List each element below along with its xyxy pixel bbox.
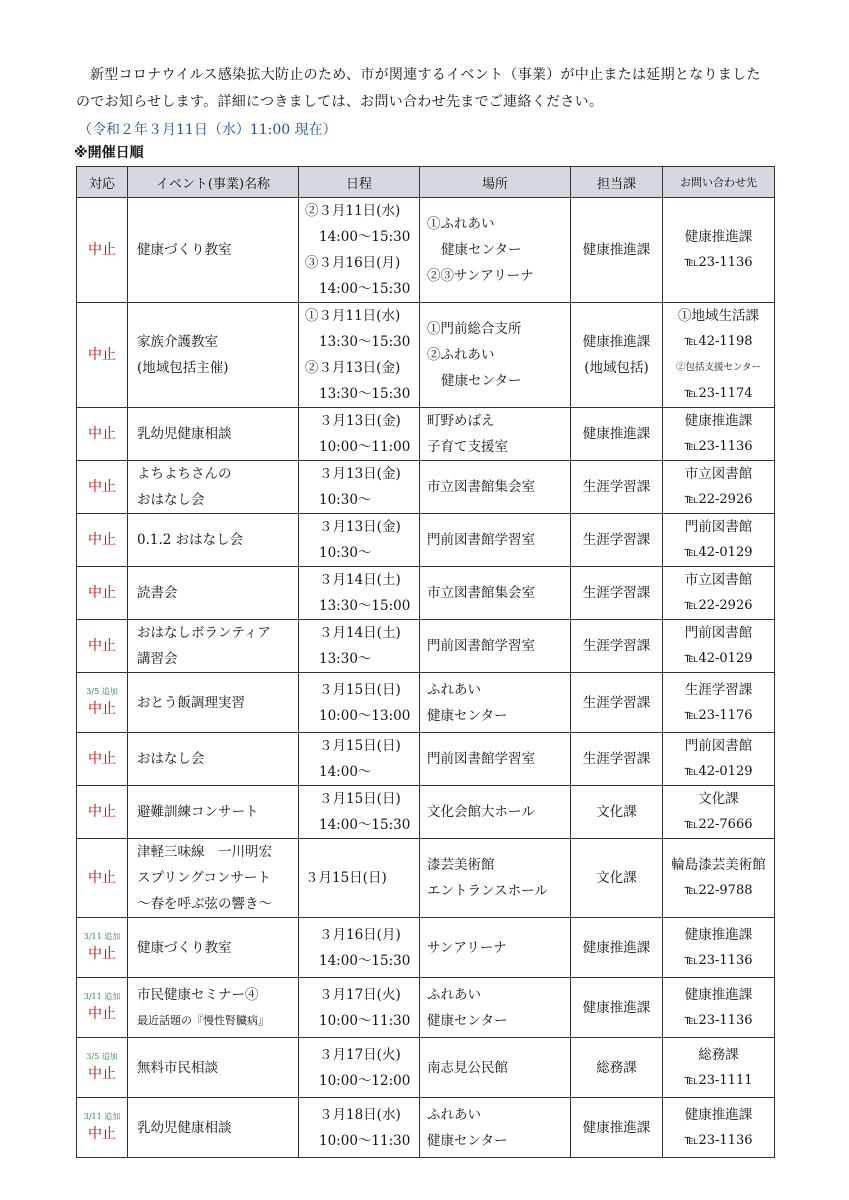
date-line: ３月15日(日) bbox=[319, 738, 401, 754]
date-line: ３月15日(日) bbox=[319, 681, 401, 698]
contact-line: 健康推進課 bbox=[684, 1106, 753, 1123]
contact-line: ℡23-1136 bbox=[684, 439, 753, 454]
status-badge: 中止 bbox=[88, 479, 116, 495]
intro-text: 新型コロナウイルス感染拡大防止のため、市が関連するイベント（事業）が中止または延期となりましたのでお知らせします。詳細につきましては、お問い合わせ先までご連絡ください。 bbox=[76, 67, 761, 110]
contact-line: ②包括支援センター bbox=[675, 362, 762, 373]
date-cell bbox=[299, 733, 420, 786]
status-badge: 中止 bbox=[88, 585, 116, 601]
event-name-cell bbox=[128, 514, 299, 567]
added-note: 3/5 追加 bbox=[86, 686, 118, 696]
place-line: 門前図書館学習室 bbox=[427, 638, 535, 654]
event-name-cell bbox=[128, 673, 299, 733]
header-place: 場所 bbox=[420, 167, 571, 198]
event-name-line: 避難訓練コンサート bbox=[137, 804, 259, 820]
contact-line: 文化課 bbox=[698, 791, 739, 807]
place-cell bbox=[420, 1098, 571, 1158]
table-row bbox=[77, 567, 775, 620]
date-line: ３月13日(金) bbox=[319, 466, 401, 482]
contact-line: ℡23-1174 bbox=[684, 386, 753, 401]
status-badge: 中止 bbox=[88, 242, 116, 258]
event-name-line: 最近話題の『慢性腎臓病』 bbox=[137, 1013, 269, 1027]
status-cell bbox=[77, 198, 128, 303]
table-row bbox=[77, 1038, 775, 1098]
place-cell bbox=[420, 408, 571, 461]
table-header-row bbox=[77, 167, 775, 198]
place-cell bbox=[420, 673, 571, 733]
status-badge: 中止 bbox=[88, 804, 116, 820]
contact-line: ℡42-0129 bbox=[684, 651, 753, 666]
date-line: ②３月11日(水) bbox=[305, 203, 401, 219]
event-name-cell bbox=[128, 839, 299, 918]
date-line: ３月17日(火) bbox=[319, 1046, 401, 1063]
contact-line: 門前図書館 bbox=[684, 738, 753, 754]
date-line: 14:00～15:30 bbox=[319, 817, 411, 833]
date-line: 13:30～15:30 bbox=[319, 334, 411, 350]
date-cell bbox=[299, 198, 420, 303]
event-name-line: ～春を呼ぶ弦の響き～ bbox=[137, 896, 272, 912]
table-row bbox=[77, 408, 775, 461]
date-line: 13:30～15:00 bbox=[319, 598, 411, 614]
place-line: 市立図書館集会室 bbox=[427, 479, 535, 495]
contact-cell bbox=[663, 1038, 775, 1098]
date-cell bbox=[299, 408, 420, 461]
status-cell bbox=[77, 1038, 128, 1098]
place-line: ①門前総合支所 bbox=[427, 321, 522, 337]
status-cell bbox=[77, 839, 128, 918]
date-line: 14:00～15:30 bbox=[319, 952, 411, 969]
status-cell bbox=[77, 1098, 128, 1158]
place-line: 門前図書館学習室 bbox=[427, 751, 535, 767]
date-cell bbox=[299, 514, 420, 567]
place-cell bbox=[420, 786, 571, 839]
date-line: 14:00～ bbox=[319, 764, 372, 780]
place-line: 南志見公民館 bbox=[427, 1059, 508, 1076]
notice-page bbox=[76, 62, 774, 1158]
date-cell bbox=[299, 673, 420, 733]
department-cell bbox=[571, 978, 663, 1038]
table-row bbox=[77, 839, 775, 918]
date-line: ③３月16日(月) bbox=[305, 255, 401, 271]
contact-line: 総務課 bbox=[698, 1046, 739, 1063]
event-name-line: 健康づくり教室 bbox=[137, 939, 232, 956]
date-line: ３月17日(火) bbox=[319, 986, 401, 1003]
department-cell bbox=[571, 1098, 663, 1158]
event-name-cell bbox=[128, 1098, 299, 1158]
department-line: 生涯学習課 bbox=[582, 479, 651, 495]
date-line: ３月14日(土) bbox=[319, 572, 401, 588]
contact-cell bbox=[663, 978, 775, 1038]
contact-cell bbox=[663, 461, 775, 514]
contact-line: ℡42-0129 bbox=[684, 764, 753, 779]
department-cell bbox=[571, 918, 663, 978]
department-line: 健康推進課 bbox=[582, 1119, 651, 1136]
table-row bbox=[77, 461, 775, 514]
date-cell bbox=[299, 918, 420, 978]
place-line: 文化会館大ホール bbox=[427, 804, 535, 820]
status-badge: 中止 bbox=[88, 870, 116, 886]
table-row bbox=[77, 733, 775, 786]
date-cell bbox=[299, 839, 420, 918]
place-line: 町野めばえ bbox=[427, 413, 495, 429]
place-line: ふれあい bbox=[427, 681, 481, 698]
status-cell bbox=[77, 673, 128, 733]
contact-line: 健康推進課 bbox=[684, 926, 753, 943]
contact-line: ℡23-1136 bbox=[684, 1132, 753, 1148]
place-line: 市立図書館集会室 bbox=[427, 585, 535, 601]
event-name-line: 無料市民相談 bbox=[137, 1059, 218, 1076]
contact-cell bbox=[663, 918, 775, 978]
event-name-line: 市民健康セミナー④ bbox=[137, 986, 259, 1003]
contact-line: ℡42-0129 bbox=[684, 545, 753, 560]
date-line: 14:00～15:30 bbox=[319, 229, 411, 245]
place-cell bbox=[420, 303, 571, 408]
contact-line: ①地域生活課 bbox=[678, 308, 759, 324]
place-cell bbox=[420, 514, 571, 567]
added-note: 3/11 追加 bbox=[83, 1111, 121, 1121]
table-row bbox=[77, 673, 775, 733]
date-cell bbox=[299, 461, 420, 514]
header-event-name: イベント(事業)名称 bbox=[128, 167, 299, 198]
place-line: 健康センター bbox=[427, 707, 508, 724]
date-line: 14:00～15:30 bbox=[319, 281, 411, 297]
department-cell bbox=[571, 620, 663, 673]
date-cell bbox=[299, 1038, 420, 1098]
status-badge: 中止 bbox=[88, 638, 116, 654]
status-badge: 中止 bbox=[88, 1005, 116, 1022]
department-line: 生涯学習課 bbox=[582, 585, 651, 601]
date-line: ３月18日(水) bbox=[319, 1106, 401, 1123]
place-line: 健康センター bbox=[441, 242, 522, 258]
department-line: 総務課 bbox=[596, 1059, 637, 1076]
place-line: 健康センター bbox=[441, 373, 522, 389]
contact-cell bbox=[663, 839, 775, 918]
contact-cell bbox=[663, 1098, 775, 1158]
date-line: 10:00～12:00 bbox=[319, 1072, 411, 1089]
place-line: エントランスホール bbox=[427, 883, 548, 899]
event-name-cell bbox=[128, 1038, 299, 1098]
event-name-cell bbox=[128, 408, 299, 461]
place-line: ふれあい bbox=[427, 986, 481, 1003]
date-line: 13:30～ bbox=[319, 651, 372, 667]
sort-heading: ※開催日順 bbox=[74, 145, 144, 161]
department-cell bbox=[571, 514, 663, 567]
department-line: 健康推進課 bbox=[582, 939, 651, 956]
date-cell bbox=[299, 567, 420, 620]
contact-cell bbox=[663, 567, 775, 620]
place-line: ①ふれあい bbox=[427, 216, 495, 232]
department-line: 健康推進課 bbox=[582, 242, 651, 258]
place-cell bbox=[420, 918, 571, 978]
event-name-cell bbox=[128, 978, 299, 1038]
table-body bbox=[77, 198, 775, 1158]
event-name-cell bbox=[128, 733, 299, 786]
event-name-line: おはなしボランティア bbox=[137, 625, 271, 641]
contact-cell bbox=[663, 408, 775, 461]
table-row bbox=[77, 514, 775, 567]
event-name-line: おとう飯調理実習 bbox=[137, 694, 245, 711]
event-name-line: 0.1.2 おはなし会 bbox=[137, 532, 244, 548]
status-cell bbox=[77, 978, 128, 1038]
contact-line: ℡22-9788 bbox=[684, 883, 753, 898]
event-name-line: 講習会 bbox=[137, 651, 178, 667]
contact-line: ℡42-1198 bbox=[684, 334, 753, 349]
department-line: 文化課 bbox=[596, 870, 637, 886]
place-cell bbox=[420, 620, 571, 673]
date-line: 10:00～11:00 bbox=[319, 439, 411, 455]
place-cell bbox=[420, 978, 571, 1038]
date-line: 10:00～11:30 bbox=[319, 1132, 411, 1149]
table-row bbox=[77, 978, 775, 1038]
status-badge: 中止 bbox=[88, 532, 116, 548]
contact-cell bbox=[663, 514, 775, 567]
department-cell bbox=[571, 461, 663, 514]
place-line: 漆芸美術館 bbox=[427, 857, 495, 873]
added-note: 3/11 追加 bbox=[83, 991, 121, 1001]
department-cell bbox=[571, 839, 663, 918]
department-cell bbox=[571, 567, 663, 620]
table-row bbox=[77, 620, 775, 673]
contact-line: 市立図書館 bbox=[684, 466, 753, 482]
place-line: ②ふれあい bbox=[427, 347, 495, 363]
status-cell bbox=[77, 733, 128, 786]
as-of-date: （令和２年３月11日（水）11:00 現在） bbox=[78, 122, 337, 138]
header-department: 担当課 bbox=[571, 167, 663, 198]
table-row bbox=[77, 918, 775, 978]
department-line: 健康推進課 bbox=[582, 426, 651, 442]
date-line: 13:30～15:30 bbox=[319, 386, 411, 402]
contact-line: ℡23-1136 bbox=[684, 1012, 753, 1028]
department-line: 生涯学習課 bbox=[582, 532, 651, 548]
contact-line: 健康推進課 bbox=[684, 986, 753, 1003]
header-date: 日程 bbox=[299, 167, 420, 198]
event-name-line: スプリングコンサート bbox=[137, 870, 271, 886]
contact-cell bbox=[663, 673, 775, 733]
status-cell bbox=[77, 567, 128, 620]
event-name-cell bbox=[128, 567, 299, 620]
status-badge: 中止 bbox=[88, 751, 116, 767]
contact-line: ℡23-1111 bbox=[684, 1072, 753, 1088]
department-cell bbox=[571, 303, 663, 408]
contact-cell bbox=[663, 786, 775, 839]
event-name-line: 読書会 bbox=[137, 585, 178, 601]
contact-cell bbox=[663, 620, 775, 673]
department-cell bbox=[571, 673, 663, 733]
event-table bbox=[76, 166, 775, 1158]
place-cell bbox=[420, 839, 571, 918]
event-name-cell bbox=[128, 198, 299, 303]
date-cell bbox=[299, 1098, 420, 1158]
department-cell bbox=[571, 198, 663, 303]
department-line: 健康推進課 bbox=[582, 999, 651, 1016]
date-line: ②３月13日(金) bbox=[305, 360, 401, 376]
date-cell bbox=[299, 303, 420, 408]
department-cell bbox=[571, 733, 663, 786]
status-cell bbox=[77, 461, 128, 514]
event-name-cell bbox=[128, 461, 299, 514]
event-name-line: おはなし会 bbox=[137, 492, 205, 508]
contact-cell bbox=[663, 303, 775, 408]
table-row bbox=[77, 786, 775, 839]
event-name-cell bbox=[128, 918, 299, 978]
header-contact: お問い合わせ先 bbox=[663, 167, 775, 198]
date-cell bbox=[299, 978, 420, 1038]
date-line: 10:00～11:30 bbox=[319, 1012, 411, 1029]
place-line: ②③サンアリーナ bbox=[427, 268, 534, 284]
department-cell bbox=[571, 408, 663, 461]
place-cell bbox=[420, 733, 571, 786]
event-name-line: 乳幼児健康相談 bbox=[137, 1119, 232, 1136]
table-row bbox=[77, 198, 775, 303]
department-line: 文化課 bbox=[596, 804, 637, 820]
contact-line: 生涯学習課 bbox=[684, 681, 753, 698]
date-line: ①３月11日(水) bbox=[305, 308, 401, 324]
contact-line: ℡23-1136 bbox=[684, 255, 753, 270]
contact-line: ℡23-1176 bbox=[684, 707, 753, 723]
event-name-cell bbox=[128, 786, 299, 839]
status-cell bbox=[77, 303, 128, 408]
place-line: 門前図書館学習室 bbox=[427, 532, 535, 548]
contact-line: 市立図書館 bbox=[684, 572, 753, 588]
place-line: 子育て支援室 bbox=[427, 439, 508, 455]
contact-line: ℡22-7666 bbox=[684, 817, 753, 832]
contact-line: ℡22-2926 bbox=[684, 598, 753, 613]
department-line: 生涯学習課 bbox=[582, 751, 651, 767]
event-name-line: おはなし会 bbox=[137, 751, 205, 767]
contact-line: 門前図書館 bbox=[684, 519, 753, 535]
status-cell bbox=[77, 408, 128, 461]
status-badge: 中止 bbox=[88, 1125, 116, 1142]
place-cell bbox=[420, 567, 571, 620]
contact-line: 健康推進課 bbox=[684, 413, 753, 429]
status-cell bbox=[77, 918, 128, 978]
event-name-cell bbox=[128, 303, 299, 408]
date-cell bbox=[299, 620, 420, 673]
contact-line: ℡22-2926 bbox=[684, 492, 753, 507]
status-cell bbox=[77, 620, 128, 673]
place-line: 健康センター bbox=[427, 1132, 508, 1149]
status-badge: 中止 bbox=[88, 347, 116, 363]
date-line: ３月13日(金) bbox=[319, 413, 401, 429]
department-line: 健康推進課 bbox=[582, 334, 651, 350]
place-line: ふれあい bbox=[427, 1106, 481, 1123]
contact-line: 門前図書館 bbox=[684, 625, 753, 641]
date-line: ３月14日(土) bbox=[319, 625, 401, 641]
table-row bbox=[77, 303, 775, 408]
date-line: ３月16日(月) bbox=[319, 926, 401, 943]
date-line: ３月15日(日) bbox=[319, 791, 401, 807]
place-line: サンアリーナ bbox=[427, 939, 507, 956]
date-line: 10:30～ bbox=[319, 492, 372, 508]
contact-cell bbox=[663, 198, 775, 303]
date-cell bbox=[299, 786, 420, 839]
place-cell bbox=[420, 198, 571, 303]
date-line: ３月15日(日) bbox=[305, 870, 387, 886]
department-cell bbox=[571, 786, 663, 839]
status-cell bbox=[77, 786, 128, 839]
added-note: 3/11 追加 bbox=[83, 931, 121, 941]
date-line: 10:30～ bbox=[319, 545, 372, 561]
event-name-line: 乳幼児健康相談 bbox=[137, 426, 232, 442]
department-line: 生涯学習課 bbox=[582, 638, 651, 654]
contact-cell bbox=[663, 733, 775, 786]
event-name-line: 家族介護教室 bbox=[137, 334, 218, 350]
department-line: (地域包括) bbox=[584, 360, 649, 376]
department-cell bbox=[571, 1038, 663, 1098]
added-note: 3/5 追加 bbox=[86, 1051, 118, 1061]
place-line: 健康センター bbox=[427, 1012, 508, 1029]
status-badge: 中止 bbox=[88, 426, 116, 442]
event-name-line: 健康づくり教室 bbox=[137, 242, 232, 258]
place-cell bbox=[420, 461, 571, 514]
table-row bbox=[77, 1098, 775, 1158]
status-badge: 中止 bbox=[88, 700, 116, 717]
event-name-line: よちよちさんの bbox=[137, 466, 232, 482]
date-line: ３月13日(金) bbox=[319, 519, 401, 535]
contact-line: ℡23-1136 bbox=[684, 952, 753, 968]
event-name-line: (地域包括主催) bbox=[137, 360, 229, 376]
status-badge: 中止 bbox=[88, 945, 116, 962]
event-name-cell bbox=[128, 620, 299, 673]
contact-line: 健康推進課 bbox=[684, 229, 753, 245]
header-status: 対応 bbox=[77, 167, 128, 198]
department-line: 生涯学習課 bbox=[582, 694, 651, 711]
date-line: 10:00～13:00 bbox=[319, 707, 411, 724]
place-cell bbox=[420, 1038, 571, 1098]
contact-line: 輪島漆芸美術館 bbox=[671, 857, 766, 873]
status-cell bbox=[77, 514, 128, 567]
status-badge: 中止 bbox=[88, 1065, 116, 1082]
event-name-line: 津軽三味線 一川明宏 bbox=[137, 844, 272, 860]
